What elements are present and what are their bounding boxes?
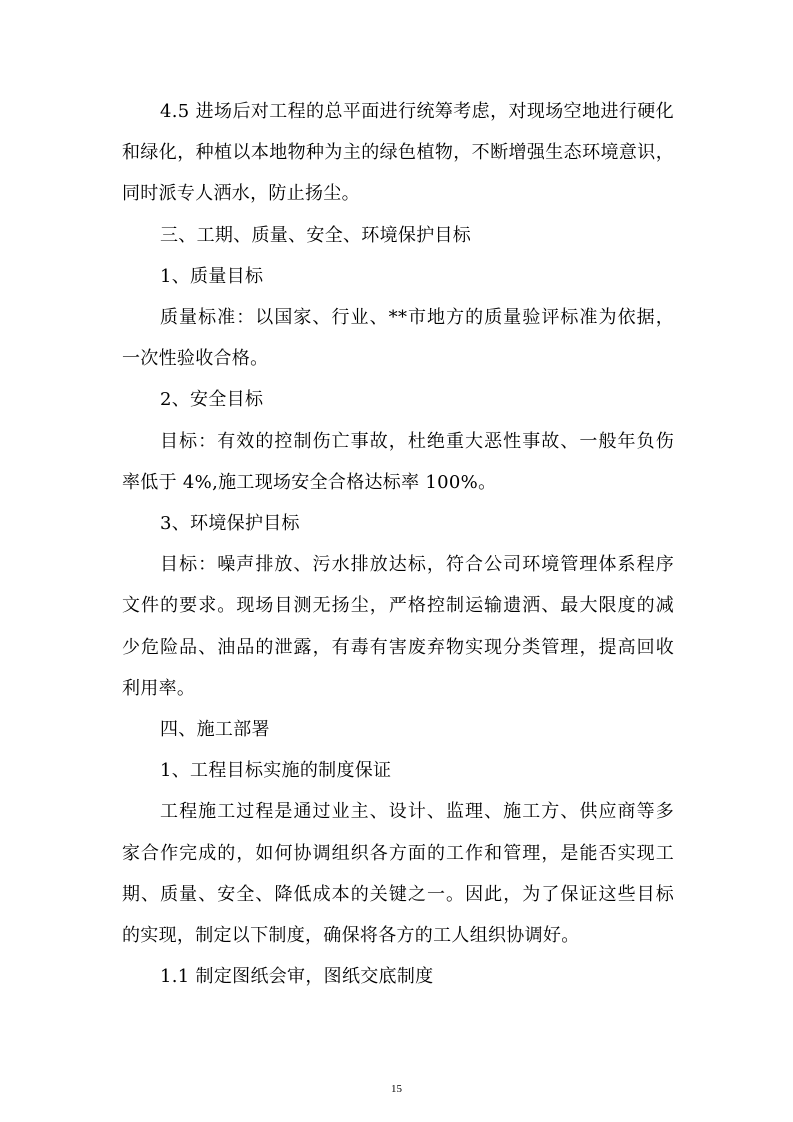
text-line: 一次性验收合格。	[122, 348, 269, 370]
text-line: 少危险品、油品的泄露，有毒有害废弃物实现分类管理，提高回收	[122, 636, 674, 658]
subheading-text: 1、工程目标实施的制度保证	[160, 760, 392, 782]
text-line: 家合作完成的，如何协调组织各方面的工作和管理，是能否实现工	[122, 842, 674, 864]
subheading-text: 1、质量目标	[160, 265, 264, 287]
text-line: 4.5 进场后对工程的总平面进行统筹考虑，对现场空地进行硬化	[160, 101, 674, 122]
subheading-safety-target	[122, 379, 674, 420]
page-number: 15	[391, 1083, 402, 1095]
text-line: 期、质量、安全、降低成本的关键之一。因此，为了保证这些目标	[122, 883, 674, 905]
document-body	[122, 91, 674, 997]
text-line: 和绿化，种植以本地物种为主的绿色植物，不断增强生态环境意识，	[122, 142, 674, 164]
text-line: 率低于 4%,施工现场安全合格达标率 100%。	[122, 471, 497, 493]
text-line: 的实现，制定以下制度，确保将各方的工人组织协调好。	[122, 925, 580, 947]
paragraph-safety-target	[122, 421, 674, 503]
text-line: 目标：有效的控制伤亡事故，杜绝重大恶性事故、一般年负伤	[160, 430, 674, 452]
paragraph-environment-target	[122, 544, 674, 709]
subheading-text: 3、环境保护目标	[160, 513, 300, 535]
text-line: 质量标准：以国家、行业、**市地方的质量验评标准为依据，	[160, 307, 674, 329]
section-heading-objectives	[122, 215, 674, 256]
text-line: 文件的要求。现场目测无扬尘，严格控制运输遗洒、最大限度的减	[122, 595, 674, 617]
text-line: 同时派专人洒水，防止扬尘。	[122, 183, 360, 205]
subheading-environment-target	[122, 503, 674, 544]
text-line: 目标：噪声排放、污水排放达标，符合公司环境管理体系程序	[160, 554, 674, 576]
paragraph-quality-standard	[122, 297, 674, 379]
subheading-text: 1.1 制定图纸会审，图纸交底制度	[160, 966, 434, 988]
paragraph-site-greening	[122, 91, 674, 215]
text-line: 工程施工过程是通过业主、设计、监理、施工方、供应商等多	[160, 801, 674, 823]
subheading-system-guarantee	[122, 750, 674, 791]
subheading-quality-target	[122, 256, 674, 297]
subheading-drawing-review	[122, 956, 674, 997]
heading-text: 三、工期、质量、安全、环境保护目标	[160, 224, 472, 246]
text-line: 利用率。	[122, 677, 196, 699]
section-heading-deployment	[122, 709, 674, 750]
heading-text: 四、施工部署	[160, 719, 270, 741]
subheading-text: 2、安全目标	[160, 389, 264, 411]
paragraph-construction-process	[122, 791, 674, 956]
